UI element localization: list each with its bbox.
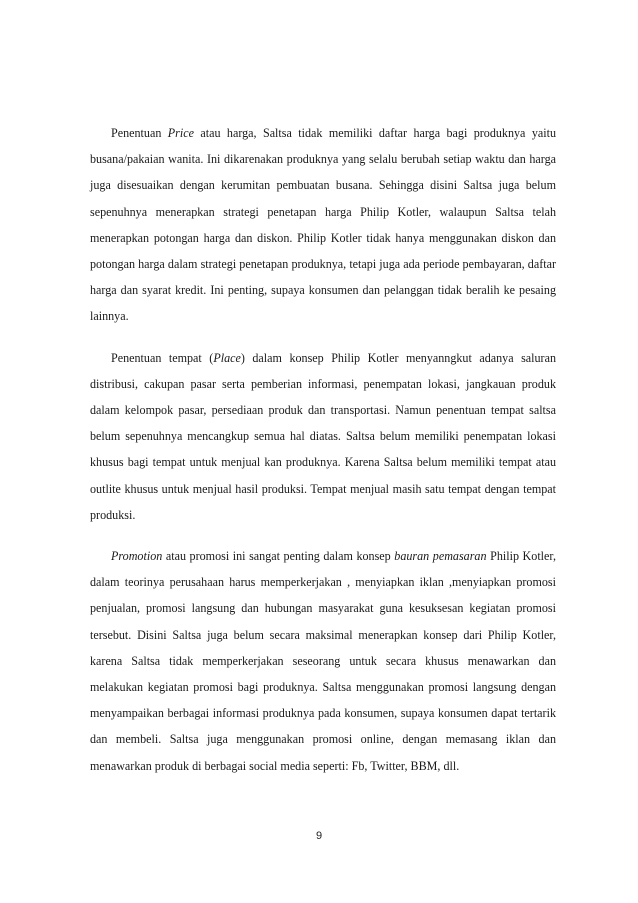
term-place: Place [213,350,241,365]
paragraph-promotion-text: atau promosi ini sangat penting dalam konsep [162,549,395,564]
paragraph-place-text: ) dalam konsep Philip Kotler menyanngkut adanya saluran distribusi, cakupan pasar serta pemberian informasi, penempatan lokasi, jangkauan produk dalam kelompok pasar, persediaan produk dan transportasi. Namun penentuan tempat saltsa belum sepenuhnya mencangkup semua hal diatas. Saltsa belum memiliki penempatan lokasi khusus bagi tempat untuk menjual kan produknya. Karena Saltsa belum memiliki tempat atau outlite khusus untuk menjual hasil produksi. Tempat menjual masih satu tempat dengan tempat produksi. [90,350,556,522]
paragraph-promotion-text: Philip Kotler, dalam teorinya perusahaan harus memperkerjakan , menyiapkan iklan ,menyiapkan promosi penjualan, promosi langsung dan hubungan masyarakat guna kesuksesan kegiatan promosi tersebut. Disini Saltsa juga belum secara maksimal menerapkan konsep dari Philip Kotler, karena Saltsa tidak memperkerjakan seseorang untuk secara khusus menawarkan dan melakukan kegiatan promosi bagi produknya. Saltsa menggunakan promosi langsung dengan menyampaikan berbagai informasi produknya pada konsumen, supaya konsumen dapat tertarik dan membeli. Saltsa juga menggunakan promosi online, dengan memasang iklan dan menawarkan produk di berbagai social media seperti: Fb, Twitter, BBM, dll. [90,549,556,773]
term-promotion: Promotion [111,549,163,564]
paragraph-price [90,120,556,330]
body-text [90,120,556,779]
page-number: 9 [315,830,323,842]
paragraph-price-text: atau harga, Saltsa tidak memiliki daftar harga bagi produknya yaitu busana/pakaian wanita. Ini dikarenakan produknya yang selalu berubah setiap waktu dan harga juga disesuaikan dengan kerumitan pembuatan busana. Sehingga disini Saltsa juga belum sepenuhnya menerapkan strategi penetapan harga Philip Kotler, walaupun Saltsa telah menerapkan potongan harga dan diskon. Philip Kotler tidak hanya menggunakan diskon dan potongan harga dalam strategi penetapan produknya, tetapi juga ada periode pembayaran, daftar harga dan syarat kredit. Ini penting, supaya konsumen dan pelanggan tidak beralih ke pesaing lainnya. [90,126,557,324]
paragraph-place-text: Penentuan tempat ( [111,350,214,365]
term-bauran-pemasaran: bauran pemasaran [394,549,487,564]
paragraph-promotion [90,543,556,779]
paragraph-price-text: Penentuan [111,126,168,140]
term-price: Price [167,126,194,140]
paragraph-place [90,345,556,528]
